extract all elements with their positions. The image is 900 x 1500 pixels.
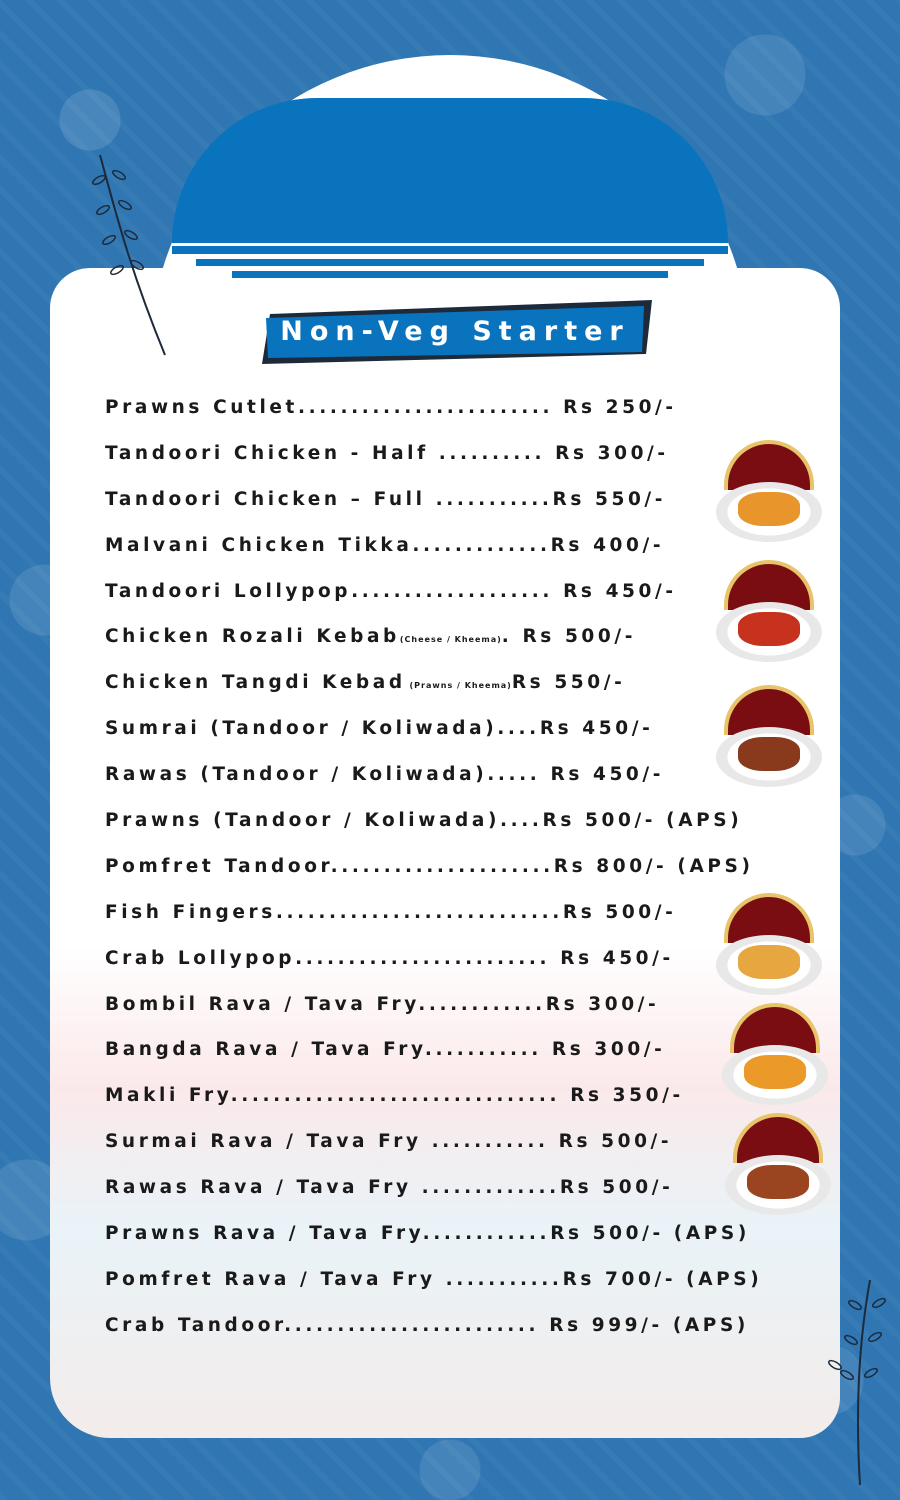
item-price: Rs 300/- bbox=[545, 993, 660, 1015]
item-name: Rawas Rava / Tava Fry bbox=[105, 1177, 412, 1199]
item-price: Rs 700/- bbox=[562, 1268, 677, 1290]
item-note: (Prawns / Kheema) bbox=[405, 681, 512, 691]
leader-dots: .... bbox=[500, 810, 543, 832]
section-title: Non-Veg Starter bbox=[280, 316, 630, 347]
item-name: Malvani Chicken Tikka bbox=[105, 534, 413, 556]
item-price: Rs 450/- bbox=[563, 580, 677, 602]
menu-item bbox=[105, 1217, 825, 1263]
item-suffix: (APS) bbox=[676, 1268, 763, 1290]
header-stripe bbox=[172, 246, 728, 254]
item-price: Rs 250/- bbox=[563, 397, 677, 418]
leader-dots: ............. bbox=[411, 1177, 560, 1199]
item-name: Rawas (Tandoor / Koliwada) bbox=[105, 764, 488, 786]
item-name: Crab Tandoor bbox=[105, 1314, 285, 1336]
item-price: Rs 550/- bbox=[552, 488, 667, 510]
item-price: Rs 450/- bbox=[560, 947, 674, 969]
menu-item bbox=[105, 850, 825, 896]
item-name: Bangda Rava / Tava Fry bbox=[105, 1039, 425, 1061]
item-price: Rs 300/- bbox=[551, 1039, 666, 1061]
item-price: Rs 350/- bbox=[570, 1085, 684, 1107]
leader-dots: .... bbox=[497, 718, 540, 740]
item-suffix: (APS) bbox=[662, 1314, 749, 1336]
leader-dots: . bbox=[501, 626, 523, 648]
fish-tava-fry-plate-icon bbox=[725, 1113, 831, 1219]
leader-dots: ........................ bbox=[295, 947, 561, 969]
section-title-banner bbox=[258, 300, 652, 364]
item-name: Tandoori Chicken – Full bbox=[105, 488, 426, 510]
dish-food bbox=[738, 612, 800, 646]
leader-dots: ................... bbox=[351, 580, 564, 602]
leaf-sprig-icon bbox=[815, 1275, 895, 1490]
leader-dots: ..................... bbox=[330, 855, 554, 877]
menu-item bbox=[105, 1125, 825, 1171]
item-price: Rs 450/- bbox=[550, 764, 665, 786]
item-name: Tandoori Lollypop bbox=[105, 580, 352, 602]
item-name: Bombil Rava / Tava Fry bbox=[105, 993, 419, 1015]
item-name: Prawns Rava / Tava Fry bbox=[105, 1223, 423, 1245]
leader-dots: ........................ bbox=[298, 397, 564, 418]
item-price: Rs 500/- bbox=[522, 626, 637, 648]
item-price: Rs 500/- bbox=[559, 1177, 674, 1199]
leader-dots: ..... bbox=[487, 764, 551, 786]
item-name: Chicken Rozali Kebab bbox=[105, 626, 400, 648]
item-price: Rs 550/- bbox=[511, 672, 626, 694]
leaf-sprig-icon bbox=[85, 150, 175, 360]
item-name: Chicken Tangdi Kebad bbox=[105, 672, 406, 694]
item-note: (Cheese / Kheema) bbox=[399, 635, 502, 645]
fried-cutlets-plate-icon bbox=[716, 440, 822, 546]
menu-item bbox=[105, 1309, 825, 1355]
item-name: Prawns Cutlet bbox=[105, 397, 299, 418]
tandoori-chicken-plate-icon bbox=[716, 560, 822, 666]
menu-item bbox=[105, 1171, 825, 1217]
leader-dots: ........... bbox=[435, 1268, 563, 1290]
item-suffix: (APS) bbox=[663, 1223, 750, 1245]
fish-fingers-plate-icon bbox=[716, 893, 822, 999]
item-suffix: (APS) bbox=[656, 810, 743, 832]
leader-dots: ........... bbox=[421, 1131, 559, 1153]
leader-dots: ............................... bbox=[230, 1085, 571, 1107]
menu-item bbox=[105, 391, 825, 437]
leader-dots: ........... bbox=[424, 1039, 552, 1061]
item-name: Makli Fry bbox=[105, 1085, 231, 1107]
header-stripe bbox=[196, 259, 704, 266]
dish-food bbox=[747, 1165, 809, 1199]
dish-food bbox=[744, 1055, 806, 1089]
menu-item bbox=[105, 804, 825, 850]
item-price: Rs 800/- bbox=[553, 855, 668, 877]
menu-item bbox=[105, 1263, 825, 1309]
dish-food bbox=[738, 945, 800, 979]
dish-food bbox=[738, 492, 800, 526]
leader-dots: ............. bbox=[412, 534, 551, 556]
item-suffix: (APS) bbox=[667, 855, 754, 877]
item-price: Rs 999/- bbox=[549, 1314, 663, 1336]
item-name: Sumrai (Tandoor / Koliwada) bbox=[105, 718, 498, 740]
leader-dots: ........................... bbox=[275, 901, 563, 923]
leader-dots: .......... bbox=[428, 442, 556, 464]
item-name: Fish Fingers bbox=[105, 901, 276, 923]
item-name: Surmai Rava / Tava Fry bbox=[105, 1131, 422, 1153]
item-price: Rs 500/- bbox=[550, 1223, 664, 1245]
dish-food bbox=[738, 737, 800, 771]
leader-dots: ............ bbox=[418, 993, 546, 1015]
item-name: Crab Lollypop bbox=[105, 947, 296, 969]
leader-dots: ........... bbox=[425, 488, 553, 510]
item-name: Prawns (Tandoor / Koliwada) bbox=[105, 810, 501, 832]
item-name: Tandoori Chicken - Half bbox=[105, 442, 429, 464]
item-name: Pomfret Tandoor bbox=[105, 855, 331, 877]
item-price: Rs 300/- bbox=[555, 442, 669, 464]
item-price: Rs 500/- bbox=[558, 1131, 673, 1153]
leader-dots: ........................ bbox=[284, 1314, 550, 1336]
item-price: Rs 500/- bbox=[542, 810, 657, 832]
item-price: Rs 450/- bbox=[539, 718, 654, 740]
menu-item bbox=[105, 1079, 825, 1125]
item-name: Pomfret Rava / Tava Fry bbox=[105, 1268, 436, 1290]
rava-fry-plate-icon bbox=[722, 1003, 828, 1109]
menu-item bbox=[105, 1033, 825, 1079]
leader-dots: ............ bbox=[422, 1223, 551, 1245]
item-price: Rs 400/- bbox=[550, 534, 665, 556]
header-stripe bbox=[232, 271, 668, 278]
item-price: Rs 500/- bbox=[562, 901, 677, 923]
header-dome bbox=[172, 98, 728, 243]
fried-fish-plate-icon bbox=[716, 685, 822, 791]
